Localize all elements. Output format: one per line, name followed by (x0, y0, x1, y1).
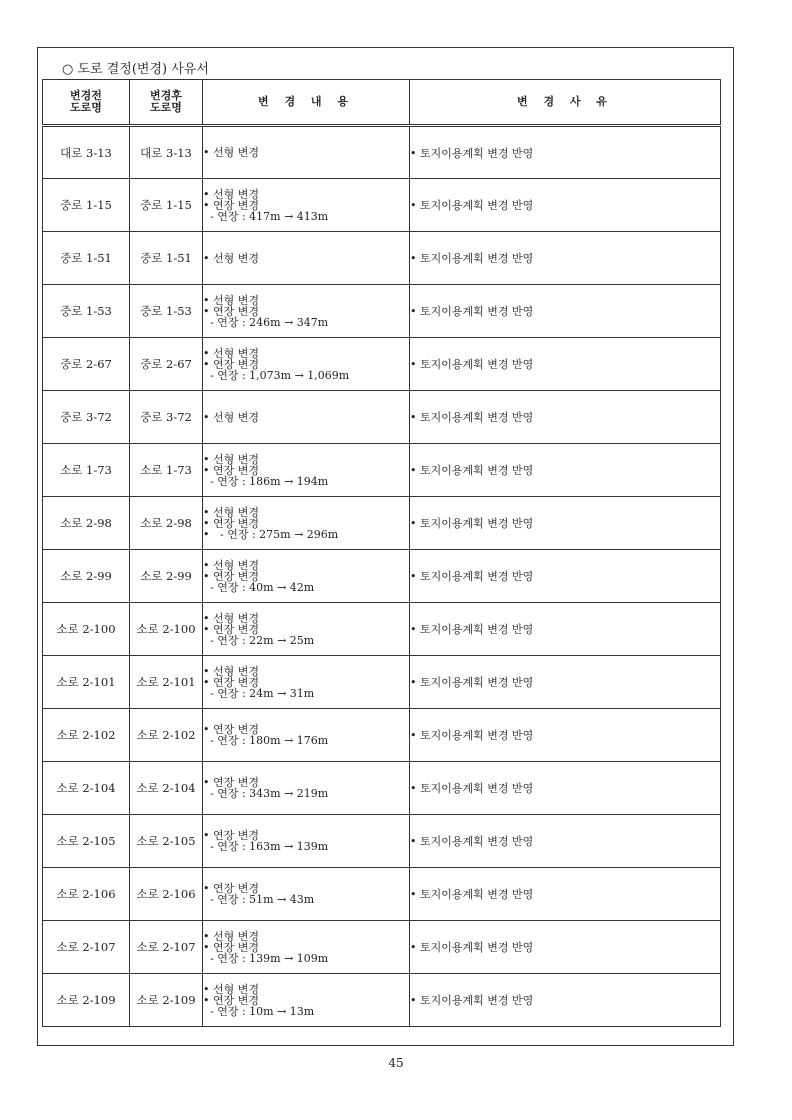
change-reason: • 토지이용계획 변경 반영 (410, 338, 721, 391)
header-after-road-name (130, 80, 203, 126)
change-content-line: • 선형 변경 (203, 146, 259, 159)
change-content-line: • 연장 변경 (203, 516, 259, 530)
change-content (203, 391, 410, 444)
table-row (43, 338, 721, 391)
change-content (203, 603, 410, 656)
road-name-before: 중로 1-15 (43, 179, 130, 232)
road-change-table (42, 79, 721, 1027)
change-content-line: • 선형 변경 (203, 505, 259, 519)
change-content-line: • - 연장 : 275m → 296m (203, 527, 339, 541)
change-content-line: • 연장 변경 (203, 993, 259, 1007)
road-name-after: 소로 2-109 (130, 974, 203, 1027)
table-row (43, 921, 721, 974)
change-reason: • 토지이용계획 변경 반영 (410, 974, 721, 1027)
change-content-line: - 연장 : 10m → 13m (203, 1004, 315, 1018)
road-name-after: 중로 1-51 (130, 232, 203, 285)
change-reason: • 토지이용계획 변경 반영 (410, 603, 721, 656)
road-name-before: 소로 2-100 (43, 603, 130, 656)
change-content (203, 550, 410, 603)
road-name-after: 소로 2-100 (130, 603, 203, 656)
change-content-line: - 연장 : 246m → 347m (203, 315, 329, 329)
change-content-line: - 연장 : 24m → 31m (203, 686, 315, 700)
header-before-line1: 변경전 (70, 89, 102, 102)
change-reason: • 토지이용계획 변경 반영 (410, 179, 721, 232)
change-content-line: • 선형 변경 (203, 664, 259, 678)
road-name-before: 소로 1-73 (43, 444, 130, 497)
road-name-before: 중로 1-53 (43, 285, 130, 338)
change-content-line: • 연장 변경 (203, 940, 259, 954)
road-name-after: 소로 2-98 (130, 497, 203, 550)
table-row (43, 762, 721, 815)
change-content (203, 497, 410, 550)
change-content-line: • 선형 변경 (203, 558, 259, 572)
change-content-line: • 연장 변경 (203, 675, 259, 689)
table-row (43, 126, 721, 179)
change-content-line: • 선형 변경 (203, 929, 259, 943)
table-row (43, 285, 721, 338)
header-change-content (203, 80, 410, 126)
change-reason: • 토지이용계획 변경 반영 (410, 550, 721, 603)
road-name-before: 소로 2-107 (43, 921, 130, 974)
change-reason: • 토지이용계획 변경 반영 (410, 391, 721, 444)
header-change-reason (410, 80, 721, 126)
road-name-after: 소로 2-107 (130, 921, 203, 974)
change-content (203, 762, 410, 815)
change-reason: • 토지이용계획 변경 반영 (410, 921, 721, 974)
change-content-line: • 연장 변경 (203, 723, 259, 736)
road-name-before: 소로 2-104 (43, 762, 130, 815)
change-content-line: - 연장 : 139m → 109m (203, 951, 329, 965)
change-reason: • 토지이용계획 변경 반영 (410, 709, 721, 762)
change-content-line: • 선형 변경 (203, 982, 259, 996)
road-name-after: 소로 2-99 (130, 550, 203, 603)
change-content-line: • 연장 변경 (203, 882, 259, 895)
header-change-reason-label: 변 경 사 유 (517, 95, 613, 108)
change-content (203, 338, 410, 391)
change-reason: • 토지이용계획 변경 반영 (410, 285, 721, 338)
table-row (43, 709, 721, 762)
road-name-after: 중로 1-15 (130, 179, 203, 232)
change-reason: • 토지이용계획 변경 반영 (410, 762, 721, 815)
road-name-after: 중로 1-53 (130, 285, 203, 338)
change-content-line: • 연장 변경 (203, 304, 259, 318)
change-content-line: - 연장 : 22m → 25m (203, 633, 315, 647)
change-content-line: - 연장 : 343m → 219m (203, 787, 329, 800)
change-content-line: - 연장 : 186m → 194m (203, 474, 329, 488)
table-row (43, 444, 721, 497)
change-content (203, 709, 410, 762)
change-content-line: • 선형 변경 (203, 410, 259, 424)
page-number: 45 (388, 1056, 404, 1070)
change-content-line: - 연장 : 40m → 42m (203, 580, 315, 594)
table-row (43, 179, 721, 232)
table-row (43, 603, 721, 656)
table-row (43, 550, 721, 603)
road-name-before: 소로 2-106 (43, 868, 130, 921)
change-reason: • 토지이용계획 변경 반영 (410, 868, 721, 921)
change-content-line: • 선형 변경 (203, 611, 259, 625)
road-name-after: 대로 3-13 (130, 126, 203, 179)
change-content-line: • 연장 변경 (203, 463, 259, 477)
road-name-before: 소로 2-102 (43, 709, 130, 762)
change-content-line: - 연장 : 417m → 413m (203, 209, 329, 223)
table-row (43, 868, 721, 921)
change-content (203, 815, 410, 868)
change-reason: • 토지이용계획 변경 반영 (410, 232, 721, 285)
road-name-before: 소로 2-109 (43, 974, 130, 1027)
road-name-after: 소로 2-102 (130, 709, 203, 762)
header-after-line2: 도로명 (150, 101, 182, 114)
table-row (43, 497, 721, 550)
table-body (43, 126, 721, 1027)
table-row (43, 391, 721, 444)
road-name-after: 소로 1-73 (130, 444, 203, 497)
road-name-after: 소로 2-101 (130, 656, 203, 709)
change-content (203, 974, 410, 1027)
road-name-after: 중로 2-67 (130, 338, 203, 391)
change-content-line: - 연장 : 1,073m → 1,069m (203, 368, 350, 382)
change-content (203, 179, 410, 232)
change-content (203, 126, 410, 179)
table-row (43, 656, 721, 709)
change-content (203, 921, 410, 974)
road-name-before: 중로 2-67 (43, 338, 130, 391)
change-content (203, 868, 410, 921)
road-name-before: 소로 2-105 (43, 815, 130, 868)
change-content (203, 656, 410, 709)
road-name-after: 소로 2-105 (130, 815, 203, 868)
header-before-line2: 도로명 (70, 101, 102, 114)
change-reason: • 토지이용계획 변경 반영 (410, 815, 721, 868)
change-reason: • 토지이용계획 변경 반영 (410, 656, 721, 709)
header-before-road-name (43, 80, 130, 126)
change-reason: • 토지이용계획 변경 반영 (410, 444, 721, 497)
change-content-line: • 선형 변경 (203, 452, 259, 466)
change-content-line: • 선형 변경 (203, 293, 259, 307)
road-name-after: 중로 3-72 (130, 391, 203, 444)
change-reason: • 토지이용계획 변경 반영 (410, 497, 721, 550)
road-name-before: 중로 3-72 (43, 391, 130, 444)
header-after-line1: 변경후 (150, 89, 182, 102)
change-content (203, 444, 410, 497)
table-header-row (43, 80, 721, 126)
road-name-after: 소로 2-106 (130, 868, 203, 921)
change-content-line: - 연장 : 163m → 139m (203, 840, 329, 853)
change-content-line: • 연장 변경 (203, 357, 259, 371)
change-content-line: - 연장 : 51m → 43m (203, 893, 315, 906)
table-row (43, 815, 721, 868)
change-content-line: • 연장 변경 (203, 569, 259, 583)
road-name-before: 소로 2-101 (43, 656, 130, 709)
header-change-content-label: 변 경 내 용 (258, 95, 354, 108)
section-caption: ○ 도로 결정(변경) 사유서 (62, 62, 209, 77)
change-content-line: • 선형 변경 (203, 346, 259, 360)
change-content-line: • 연장 변경 (203, 198, 259, 212)
table-row (43, 974, 721, 1027)
change-content (203, 232, 410, 285)
road-name-before: 소로 2-99 (43, 550, 130, 603)
change-reason: • 토지이용계획 변경 반영 (410, 126, 721, 179)
change-content-line: • 연장 변경 (203, 776, 259, 789)
road-name-before: 소로 2-98 (43, 497, 130, 550)
road-name-before: 중로 1-51 (43, 232, 130, 285)
road-name-before: 대로 3-13 (43, 126, 130, 179)
change-content-line: • 선형 변경 (203, 187, 259, 201)
table-row (43, 232, 721, 285)
change-content-line: • 연장 변경 (203, 622, 259, 636)
change-content-line: • 선형 변경 (203, 251, 259, 265)
change-content-line: - 연장 : 180m → 176m (203, 734, 329, 747)
road-name-after: 소로 2-104 (130, 762, 203, 815)
change-content-line: • 연장 변경 (203, 829, 259, 842)
change-content (203, 285, 410, 338)
